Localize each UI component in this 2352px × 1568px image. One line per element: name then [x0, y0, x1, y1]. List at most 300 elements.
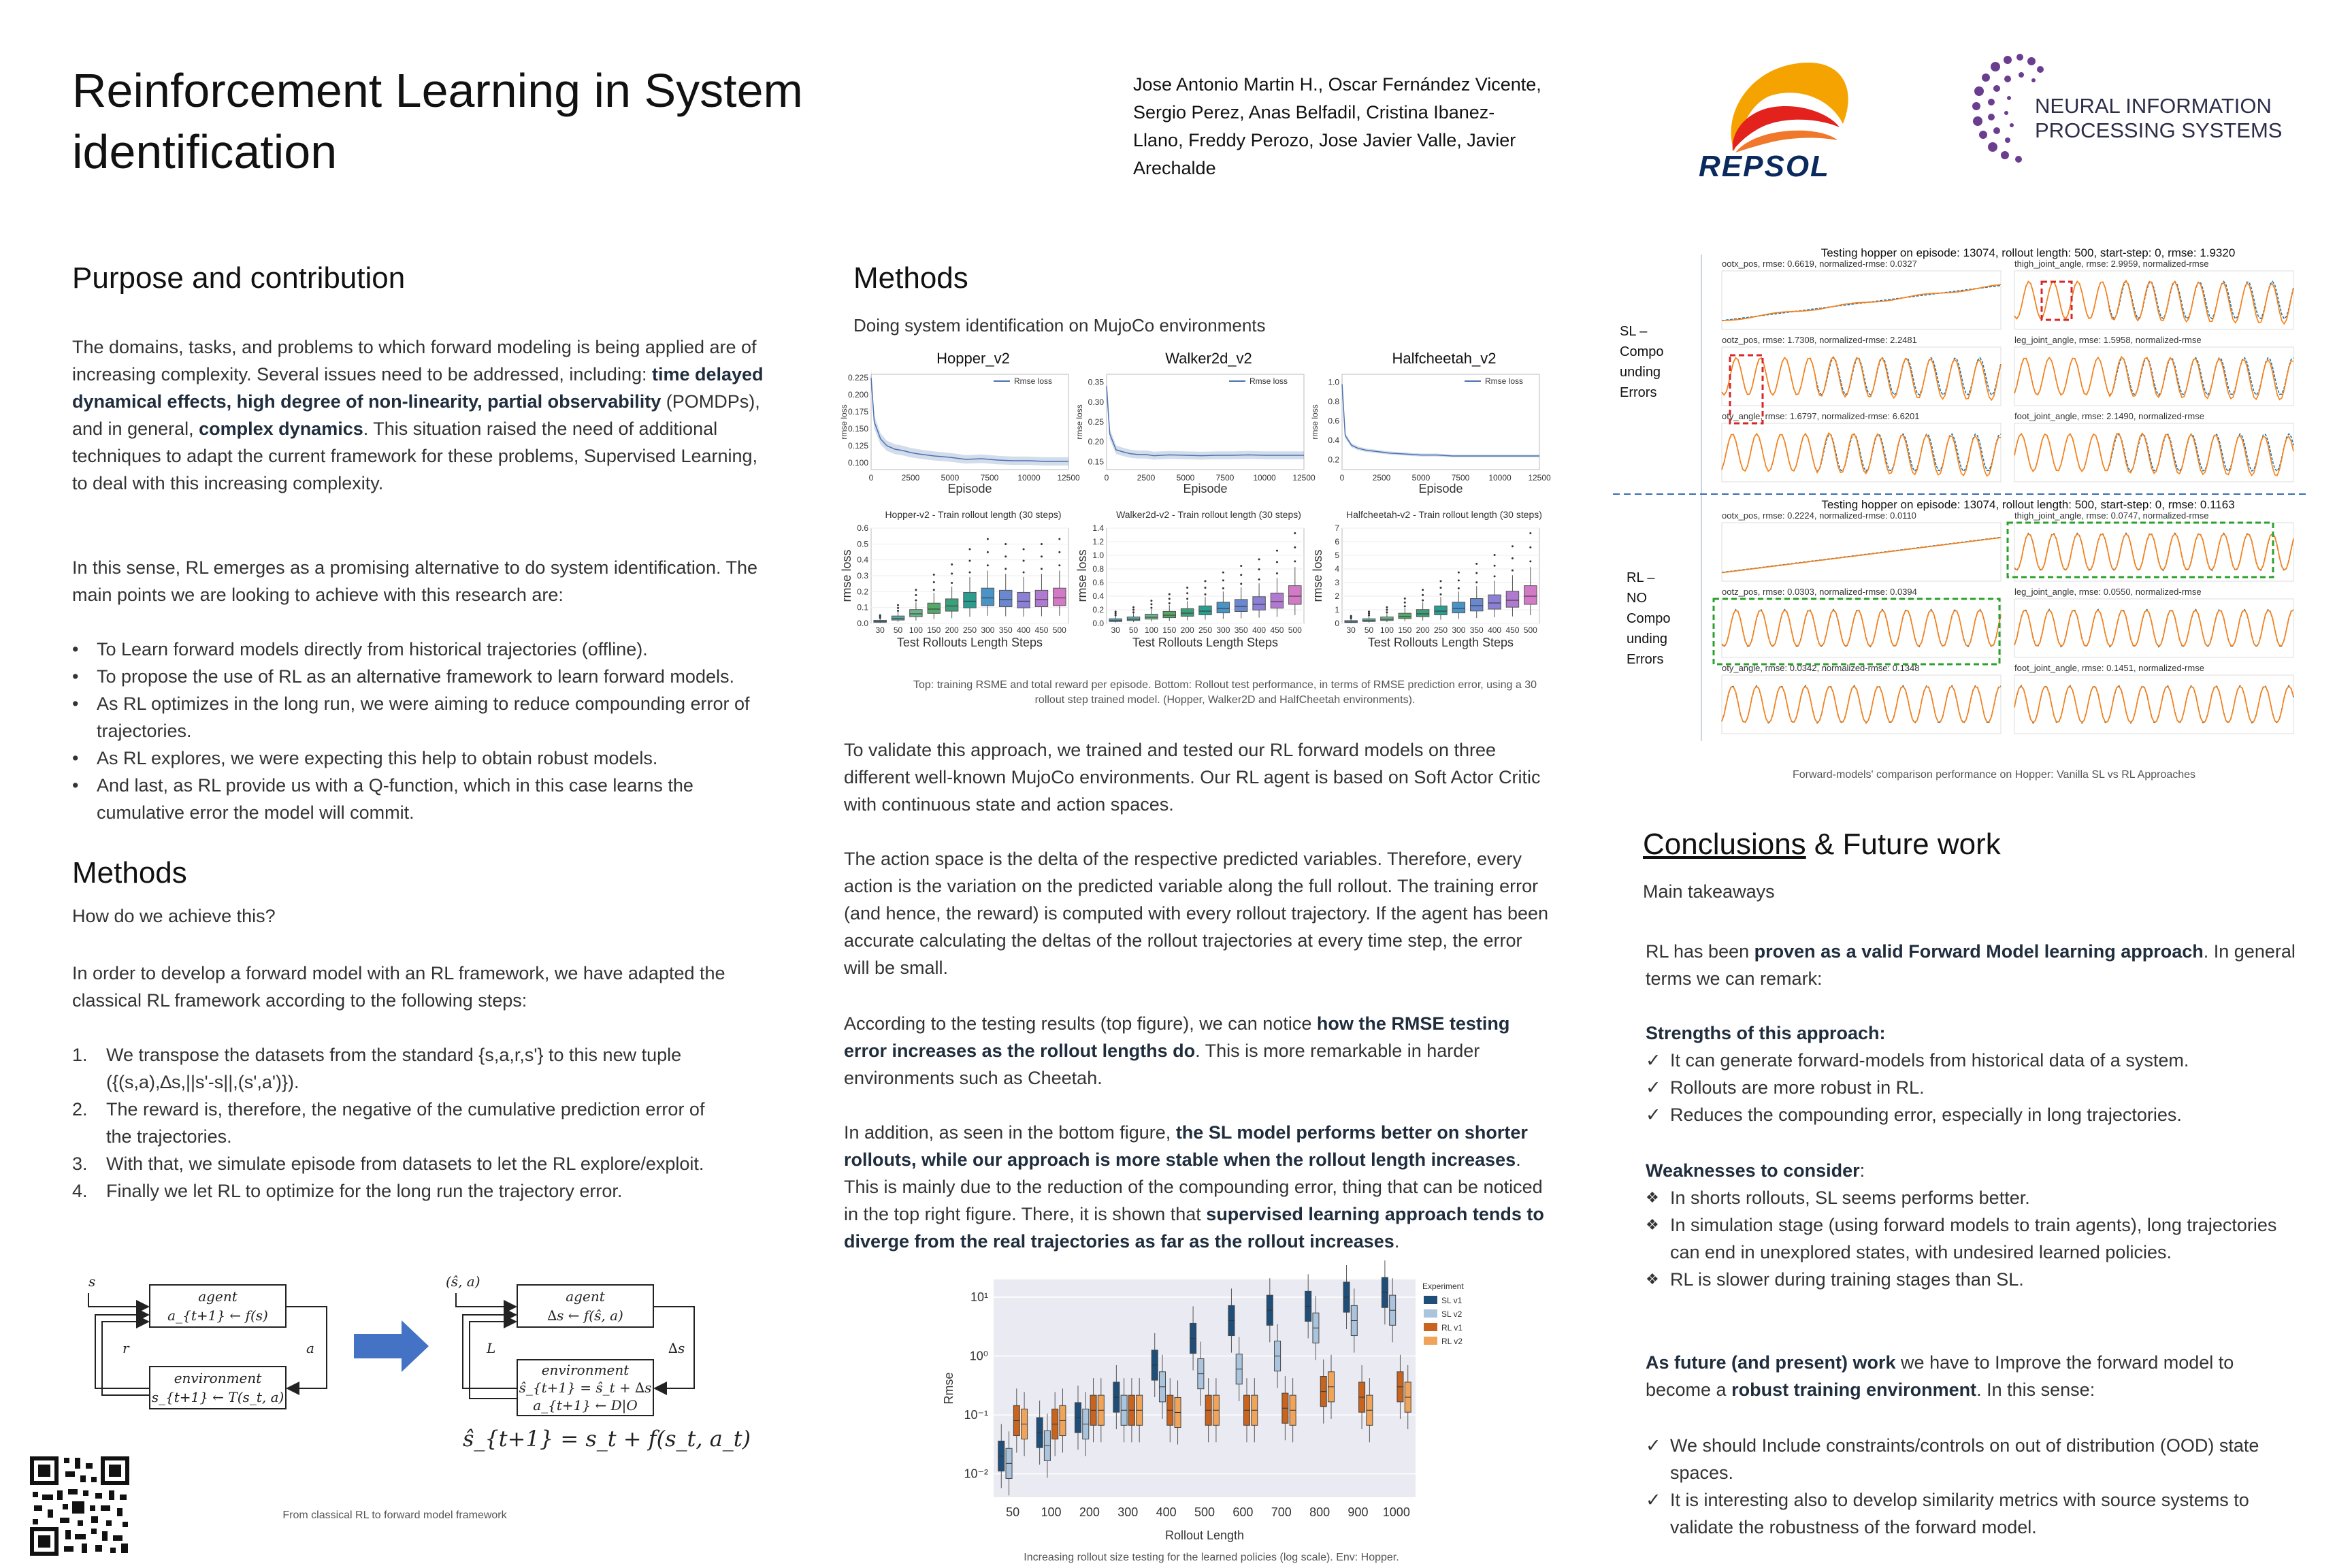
box [1000, 590, 1012, 606]
outlier-point [1058, 564, 1060, 566]
box [1109, 619, 1122, 621]
list-item: ❖ RL is slower during training stages than SL. [1646, 1266, 2299, 1293]
x-axis-label: Test Rollouts Length Steps [1132, 636, 1279, 649]
outlier-point [987, 538, 989, 540]
outlier-point [1368, 610, 1370, 612]
box [892, 616, 904, 620]
x-tick-label: 12500 [1057, 473, 1080, 483]
walker-curve-title: Walker2d_v2 [1165, 350, 1252, 367]
poster-title: Reinforcement Learning in System identification [72, 64, 803, 178]
legend-label: Rmse loss [1485, 376, 1524, 386]
x-tick-label: 400 [1156, 1505, 1177, 1519]
outlier-point [1458, 572, 1460, 574]
outlier-point [1169, 602, 1171, 604]
outlier-point [1004, 555, 1007, 557]
x-tick-label: 400 [1488, 625, 1502, 635]
log-boxplot-caption: Increasing rollout size testing for the learned policies (log scale). Env: Hopper. [1024, 1552, 1399, 1563]
list-item: 2. The reward is, therefore, the negative of the cumulative prediction error of the trajectories. [72, 1099, 705, 1147]
y-tick-label: 0.125 [847, 441, 868, 451]
walker-box-title: Walker2d-v2 - Train rollout length (30 steps) [1116, 509, 1301, 520]
legend-label: Rmse loss [1014, 376, 1053, 386]
box [1524, 586, 1537, 604]
list-item: ✓ It can generate forward-models from historical data of a system. [1646, 1047, 2299, 1074]
rl-framework-diagram [82, 1273, 762, 1463]
mid-paragraph-2: The action space is the delta of the respective predicted variables. Therefore, every action is the variation on the predicted variable along the full rollout. The training error (and hence, the reward) is computed with every rollout trajectory. If the agent has been accurate calculating the deltas of the rollout trajectories at every time step, the error will be small. [844, 849, 1549, 978]
strengths-heading: Strengths of this approach: [1646, 1023, 1886, 1043]
subplot-frame [1722, 423, 2001, 482]
box [1471, 599, 1483, 611]
box [1289, 586, 1301, 604]
outlier-point [1475, 563, 1477, 565]
y-tick-label: 0.20 [1088, 437, 1104, 447]
x-axis-label: Episode [1418, 482, 1463, 495]
action-label: a [306, 1340, 314, 1356]
x-axis-label: Episode [947, 482, 992, 495]
box [1362, 619, 1375, 621]
trajectory-comparison-figure: Testing hopper on episode: 13074, rollout length: 500, start-step: 0, rmse: 1.9320 Testing hopper on episode: 13074, rollout length: 500, start-step: 0, rmse: 0.1163 ootx_pos, rmse: 0.6619, normalized-rmse: 0.0327 thigh_joint_angle, rmse: 2.9959, normalized-rmse ootz_pos, rmse: 1.7308, normalized-rmse: 2.2481 leg_joint_angle, rmse: 1.5958, normalized-rmse oty_angle, rmse: 1.6797, normalized-rmse: 6.6201 foot_joint_angle, rmse: 2.1490, normalized-rmse ootx_pos, rmse: 0.2224, normalized-rmse: 0.0110 thigh_joint_angle, rmse: 0.0747, normalized-rmse ootz_pos, rmse: 0.0303, normalized-rmse: 0.0394 leg_joint_angle, rmse: 0.0550, normalized-rmse oty_angle, rmse: 0.0342, normalized-rmse: 0.1348 foot_joint_angle, rmse: 0.1451, normalized-rmse [1695, 241, 2307, 745]
mid-paragraph-3: According to the testing results (top figure), we can notice how the RMSE testing error increases as the rollout lengths do. This is more remarkable in harder environments such as Cheetah. [844, 1013, 1510, 1088]
outlier-point [1222, 579, 1224, 581]
outlier-point [1205, 593, 1207, 595]
outlier-point [1258, 558, 1260, 560]
x-tick-label: 100 [1041, 1505, 1062, 1519]
x-tick-label: 30 [1346, 625, 1356, 635]
x-tick-label: 12500 [1292, 473, 1316, 483]
y-axis-label: rmse loss [839, 404, 849, 440]
environment-label: environment [174, 1370, 262, 1386]
outlier-point [1150, 607, 1152, 609]
x-tick-label: 200 [1416, 625, 1430, 635]
outlier-point [951, 572, 953, 574]
y-tick-label: 0.225 [847, 373, 868, 382]
subplot-frame [1722, 523, 2001, 581]
outlier-point [897, 607, 899, 609]
outlier-point [951, 564, 953, 566]
y-tick-label: 1.0 [1092, 551, 1104, 560]
methods-left-paragraph: In order to develop a forward model with an RL framework, we have adapted the classical RL framework according to the following steps: [72, 963, 725, 1011]
outlier-point [897, 610, 899, 612]
box [964, 593, 976, 608]
subplot-frame [1722, 675, 2001, 734]
outlier-point [1276, 572, 1278, 574]
sl-annotation: SL – Compo unding Errors [1620, 324, 1664, 400]
subplot-frame [2014, 599, 2293, 657]
list-item: ❖ In simulation stage (using forward models to train agents), long trajectories can end in unexplored states, with undesired learned policies. [1646, 1211, 2299, 1266]
authors: Jose Antonio Martin H., Oscar Fernández Vicente, Sergio Perez, Anas Belfadil, Cristina Ibanez- Llano, Freddy Perozo, Jose Javier Valle, Javier Arechalde [1133, 74, 1541, 178]
box [1181, 608, 1193, 616]
y-tick-label: 10⁻¹ [964, 1408, 988, 1422]
x-tick-label: 350 [998, 625, 1013, 635]
legend-swatch [1424, 1309, 1437, 1318]
fm-environment-eq1: ŝ_{t+1} = ŝ_t + ∆s [519, 1379, 652, 1396]
reward-label: r [122, 1340, 129, 1356]
x-tick-label: 50 [1364, 625, 1374, 635]
halfcheetah-box-title: Halfcheetah-v2 - Train rollout length (30 steps) [1346, 509, 1542, 520]
neurips-wordmark: NEURAL INFORMATION PROCESSING SYSTEMS [2035, 94, 2283, 142]
environment-equation: s_{t+1} ← T(s_t, a) [151, 1389, 284, 1405]
outlier-point [1494, 575, 1496, 577]
x-tick-label: 50 [1006, 1505, 1020, 1519]
x-tick-label: 100 [1379, 625, 1394, 635]
methods-left-subheading: How do we achieve this? [72, 906, 276, 926]
outlier-point [1294, 546, 1296, 549]
trajectory-caption: Forward-models' comparison performance on Hopper: Vanilla SL vs RL Approaches [1792, 769, 2196, 781]
x-tick-label: 450 [1505, 625, 1520, 635]
y-tick-label: 1 [1335, 605, 1339, 615]
fm-agent-label: agent [566, 1288, 605, 1305]
y-tick-label: 0.5 [857, 539, 868, 549]
y-axis-label: rmse loss [1310, 404, 1320, 440]
agent-label: agent [198, 1288, 238, 1305]
box [1452, 602, 1465, 613]
legend-label: SL v1 [1441, 1296, 1463, 1305]
outlier-point [1240, 565, 1242, 567]
x-tick-label: 300 [1117, 1505, 1139, 1519]
outlier-point [987, 564, 989, 566]
x-tick-label: 250 [1433, 625, 1448, 635]
x-tick-label: 0 [868, 473, 874, 483]
outlier-point [1115, 610, 1117, 612]
y-tick-label: 5 [1335, 551, 1339, 560]
y-tick-label: 0.6 [1092, 578, 1104, 587]
box [1416, 610, 1428, 617]
y-tick-label: 0.175 [847, 407, 868, 416]
x-tick-label: 400 [1252, 625, 1267, 635]
box [945, 599, 958, 611]
methods-mid-heading: Methods [853, 261, 968, 295]
outlier-point [915, 600, 917, 602]
outlier-point [1512, 545, 1514, 547]
purpose-heading: Purpose and contribution [72, 261, 406, 295]
transform-arrow-icon [354, 1320, 429, 1372]
outlier-point [1294, 560, 1296, 562]
outlier-point [1422, 594, 1424, 596]
x-tick-label: 500 [1288, 625, 1302, 635]
x-tick-label: 7500 [980, 473, 999, 483]
list-item: ❖ In shorts rollouts, SL seems performs better. [1646, 1184, 2299, 1211]
x-tick-label: 300 [1216, 625, 1230, 635]
y-tick-label: 4 [1335, 564, 1339, 574]
x-tick-label: 200 [945, 625, 959, 635]
box [1488, 595, 1501, 609]
halfcheetah-curve-title: Halfcheetah_v2 [1392, 350, 1497, 367]
x-tick-label: 0 [1339, 473, 1345, 483]
list-item: ✓ We should Include constraints/controls on out of distribution (OOD) state spaces. [1646, 1432, 2299, 1486]
legend-swatch [1424, 1323, 1437, 1331]
y-tick-label: 3 [1335, 578, 1339, 587]
x-tick-label: 350 [1469, 625, 1484, 635]
y-tick-label: 1.4 [1092, 523, 1104, 533]
x-tick-label: 900 [1348, 1505, 1369, 1519]
x-tick-label: 50 [1128, 625, 1139, 635]
x-tick-label: 2500 [1137, 473, 1156, 483]
legend-title: Experiment [1422, 1281, 1464, 1291]
qr-code[interactable] [30, 1456, 129, 1556]
y-tick-label: 10⁰ [969, 1349, 988, 1363]
training-curves-figure [839, 348, 1552, 505]
y-axis-label: rmse loss [1075, 549, 1089, 602]
box [1217, 602, 1229, 613]
outlier-point [1132, 606, 1134, 608]
y-axis-label: rmse loss [1075, 404, 1084, 440]
takeaways-subheading: Main takeaways [1643, 881, 1775, 902]
y-axis-label: rmse loss [1311, 549, 1324, 602]
outlier-point [1494, 565, 1496, 567]
x-axis-label: Test Rollouts Length Steps [896, 636, 1043, 649]
x-tick-label: 2500 [1372, 473, 1391, 483]
y-tick-label: 0.6 [1328, 416, 1339, 426]
outlier-point [1422, 600, 1424, 602]
y-tick-label: 0.4 [857, 555, 868, 565]
training-curves-svg [839, 369, 1552, 505]
outlier-point [1458, 587, 1460, 589]
x-tick-label: 7500 [1215, 473, 1235, 483]
x-tick-label: 10000 [1488, 473, 1512, 483]
outlier-point [1169, 593, 1171, 595]
outlier-point [1386, 609, 1388, 611]
x-tick-label: 1000 [1382, 1505, 1410, 1519]
y-tick-label: 1.2 [1092, 537, 1104, 546]
agent-equation: a_{t+1} ← f(s) [167, 1307, 268, 1324]
list-item: • To propose the use of RL as an alternative framework to learn forward models. [72, 663, 766, 690]
outlier-point [1004, 568, 1007, 570]
outlier-point [933, 589, 935, 591]
legend-swatch [1424, 1337, 1437, 1345]
outlier-point [1529, 546, 1531, 549]
outlier-point [969, 572, 971, 574]
x-tick-label: 30 [1111, 625, 1120, 635]
x-axis-label: Rollout Length [1164, 1529, 1245, 1542]
diagram-sa-label: (ŝ, a) [446, 1273, 480, 1290]
x-tick-label: 500 [1194, 1505, 1215, 1519]
fm-environment-eq2: a_{t+1} ← D|O [533, 1397, 638, 1414]
hopper-box-title: Hopper-v2 - Train rollout length (30 steps) [885, 509, 1062, 520]
training-figure-caption: Top: training RSME and total reward per episode. Bottom: Rollout test performance, in terms of RMSE prediction error, using a 30 rollout step trained model. (Hopper, Walker2D and HalfCheetah environments). [913, 679, 1537, 706]
conclusions-heading: Conclusions & Future work [1643, 828, 2001, 861]
outlier-point [1294, 532, 1296, 534]
list-item: 4. Finally we let RL to optimize for the long run the trajectory error. [72, 1181, 623, 1201]
forward-model-diagram [446, 1273, 751, 1452]
outlier-point [1440, 593, 1442, 595]
outlier-point [987, 551, 989, 553]
legend-label: SL v2 [1441, 1309, 1463, 1319]
framework-caption: From classical RL to forward model framework [282, 1509, 507, 1521]
box [1199, 606, 1211, 615]
x-tick-label: 5000 [1176, 473, 1195, 483]
outlier-point [1115, 615, 1117, 617]
methods-left-heading: Methods [72, 856, 187, 889]
list-item: • As RL explores, we were expecting this help to obtain robust models. [72, 745, 766, 772]
outlier-point [1058, 538, 1060, 540]
list-item: ✓ Reduces the compounding error, especially in long trajectories. [1646, 1101, 2299, 1128]
outlier-point [879, 615, 881, 617]
outlier-point [1440, 580, 1442, 582]
x-tick-label: 400 [1017, 625, 1031, 635]
outlier-point [1058, 551, 1060, 553]
forward-formula: ŝ_{t+1} = s_t + f(s_t, a_t) [463, 1426, 751, 1452]
outlier-point [933, 581, 935, 583]
outlier-point [1422, 589, 1424, 591]
mid-paragraph-1: To validate this approach, we trained and tested our RL forward models on three different well-known MujoCo environments. Our RL agent is based on Soft Actor Critic with continuous state and action spaces. [844, 740, 1541, 815]
x-tick-label: 5000 [941, 473, 960, 483]
x-tick-label: 7500 [1451, 473, 1470, 483]
x-tick-label: 150 [1162, 625, 1177, 635]
outlier-point [1475, 572, 1477, 574]
methods-steps [72, 1041, 725, 1205]
rl-figure-title: Testing hopper on episode: 13074, rollout length: 500, start-step: 0, rmse: 0.1163 [1821, 498, 2235, 511]
outlier-point [1529, 560, 1531, 562]
y-tick-label: 1.0 [1328, 377, 1339, 387]
y-tick-label: 0.6 [857, 523, 868, 533]
x-tick-label: 450 [1270, 625, 1284, 635]
x-axis-label: Test Rollouts Length Steps [1367, 636, 1514, 649]
box [1399, 613, 1411, 619]
x-tick-label: 200 [1079, 1505, 1100, 1519]
x-tick-label: 12500 [1528, 473, 1551, 483]
methods-mid-subheading: Doing system identification on MujoCo environments [853, 315, 1266, 336]
x-tick-label: 700 [1271, 1505, 1292, 1519]
outlier-point [1240, 583, 1242, 585]
x-tick-label: 5000 [1411, 473, 1431, 483]
outlier-point [1258, 578, 1260, 581]
subplot-frame [2014, 347, 2293, 406]
y-axis-label: rmse loss [840, 549, 853, 602]
outlier-point [1023, 560, 1025, 562]
legend-label: Rmse loss [1250, 376, 1288, 386]
list-item: ✓ It is interesting also to develop similarity metrics with source systems to validate the robustness of the forward model. [1646, 1486, 2299, 1541]
box [1435, 606, 1447, 615]
list-item: • And last, as RL provide us with a Q-function, which in this case learns the cumulative error the model will commit. [72, 772, 766, 826]
outlier-point [1529, 532, 1531, 534]
repsol-wordmark: REPSOL [1699, 150, 1830, 183]
y-tick-label: 10⁻² [964, 1467, 988, 1481]
outlier-point [1350, 615, 1352, 617]
list-item: • To Learn forward models directly from historical trajectories (offline). [72, 636, 766, 663]
weaknesses-list [1646, 1184, 2299, 1293]
list-item: 3. With that, we simulate episode from datasets to let the RL explore/exploit. [72, 1154, 704, 1174]
y-tick-label: 0.150 [847, 424, 868, 434]
x-tick-label: 50 [893, 625, 903, 635]
outlier-point [1512, 570, 1514, 572]
outlier-point [1023, 548, 1025, 550]
y-tick-label: 0.25 [1088, 417, 1104, 427]
x-tick-label: 250 [962, 625, 977, 635]
y-tick-label: 10¹ [970, 1290, 988, 1305]
repsol-logo [1693, 49, 1863, 192]
x-tick-label: 150 [927, 625, 941, 635]
outlier-point [1404, 605, 1406, 607]
outlier-point [1186, 592, 1188, 594]
outlier-point [1386, 611, 1388, 613]
sl-figure-title: Testing hopper on episode: 13074, rollout length: 500, start-step: 0, rmse: 1.9320 [1820, 246, 2236, 259]
outlier-point [1222, 572, 1224, 574]
x-tick-label: 10000 [1253, 473, 1276, 483]
subplot-frame [1722, 271, 2001, 329]
subplot-frame [1722, 599, 2001, 657]
box [1017, 593, 1030, 608]
x-tick-label: 2500 [901, 473, 920, 483]
y-tick-label: 7 [1335, 523, 1339, 533]
outlier-point [1258, 568, 1260, 570]
x-tick-label: 300 [981, 625, 995, 635]
outlier-point [1404, 602, 1406, 604]
outlier-point [1222, 587, 1224, 589]
rl-annotation: RL – NO Compo unding Errors [1627, 570, 1671, 667]
x-tick-label: 250 [1198, 625, 1213, 635]
y-tick-label: 0.2 [1092, 605, 1104, 615]
fm-agent-equation: ∆s ← f(ŝ, a) [547, 1307, 623, 1324]
outlier-point [1041, 555, 1043, 557]
box [910, 610, 922, 617]
outlier-point [1004, 543, 1007, 545]
legend-label: RL v2 [1441, 1337, 1463, 1346]
future-paragraph: As future (and present) work we have to Improve the forward model to become a robust training environment. In this sense: [1646, 1352, 2234, 1400]
outlier-point [1150, 603, 1152, 605]
y-tick-label: 0.2 [857, 587, 868, 597]
y-tick-label: 0.8 [1092, 564, 1104, 574]
outlier-point [933, 574, 935, 576]
outlier-point [1205, 580, 1207, 582]
outlier-point [1368, 615, 1370, 617]
x-tick-label: 200 [1180, 625, 1194, 635]
list-item: ✓ Rollouts are more robust in RL. [1646, 1074, 2299, 1101]
purpose-intro: In this sense, RL emerges as a promising alternative to do system identification. The main points we are looking to achieve with this research are: [72, 557, 758, 605]
box [1145, 614, 1158, 619]
outlier-point [1386, 606, 1388, 608]
subplot-frame [2014, 675, 2293, 734]
outlier-point [1132, 609, 1134, 611]
x-tick-label: 450 [1034, 625, 1049, 635]
x-tick-label: 500 [1052, 625, 1066, 635]
outlier-point [969, 560, 971, 562]
future-list [1646, 1432, 2299, 1541]
y-tick-label: 0.1 [857, 602, 868, 612]
conclusions-intro: RL has been proven as a valid Forward Model learning approach. In general terms we can remark: [1646, 941, 2296, 989]
outlier-point [1041, 568, 1043, 570]
box [1163, 611, 1175, 617]
purpose-bullets [72, 636, 766, 826]
mid-paragraph-4: In addition, as seen in the bottom figure, the SL model performs better on shorter rollouts, while our approach is more stable when the rollout length increases. This is mainly due to the reduction of the compounding error, thing that can be noticed in the top right figure. There, it is shown that supervised learning approach tends to diverge from the real trajectories as far as the rollout increases. [844, 1122, 1544, 1252]
outlier-point [1475, 581, 1477, 583]
purpose-paragraph: The domains, tasks, and problems to which forward modeling is being applied are of increasing complexity. Several issues need to be addressed, including: time delayed dynamical effects, high degree of non-linearity, partial observability (POMDPs), and in general, complex dynamics. This situation raised the need of additional techniques to adapt the current framework for these problems, Supervised Learning, to deal with this increasing complexity. [72, 337, 764, 493]
x-tick-label: 150 [1398, 625, 1412, 635]
weaknesses-heading: Weaknesses to consider: [1646, 1160, 1865, 1181]
box [1054, 588, 1066, 606]
x-tick-label: 0 [1104, 473, 1109, 483]
strengths-list [1646, 1047, 2299, 1128]
y-tick-label: 0.3 [857, 571, 868, 581]
outlier-point [915, 594, 917, 596]
rollout-boxplots-svg [840, 523, 1552, 662]
outlier-point [1186, 587, 1188, 589]
x-tick-label: 300 [1452, 625, 1466, 635]
outlier-point [1458, 579, 1460, 581]
y-tick-label: 6 [1335, 537, 1339, 546]
rollout-boxplots-figure [840, 505, 1552, 662]
x-tick-label: 800 [1309, 1505, 1330, 1519]
y-tick-label: 0.35 [1088, 377, 1104, 387]
outlier-point [1023, 572, 1025, 574]
fm-environment-label: environment [541, 1362, 630, 1378]
outlier-point [1276, 561, 1278, 563]
outlier-point [1512, 557, 1514, 559]
diagram-s-label: s [88, 1273, 96, 1290]
subplot-frame [2014, 523, 2293, 581]
outlier-point [1240, 574, 1242, 576]
x-tick-label: 600 [1232, 1505, 1254, 1519]
classical-rl-diagram [88, 1273, 327, 1409]
box [1381, 617, 1393, 621]
